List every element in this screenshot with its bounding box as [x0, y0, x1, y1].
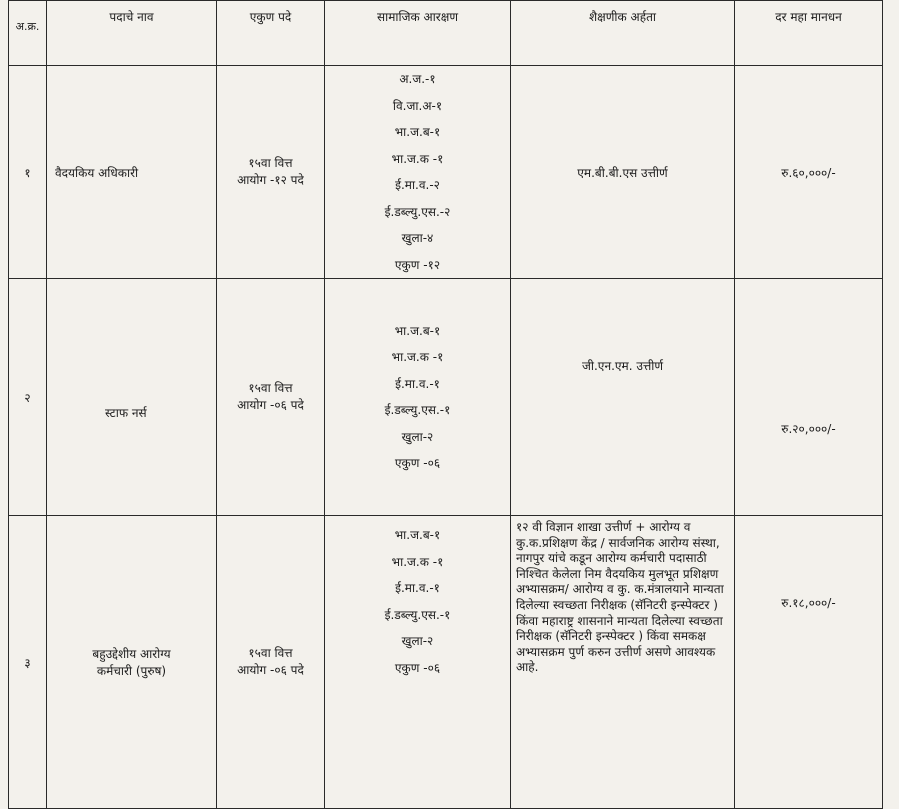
- posts-line: १५वा वित्त: [248, 156, 293, 170]
- posts-line: आयोग -०६ पदे: [237, 398, 304, 412]
- row-serial: २: [9, 279, 47, 516]
- header-qualification: शैक्षणीक अर्हता: [511, 1, 735, 66]
- row-qualification: जी.एन.एम. उत्तीर्ण: [511, 279, 735, 516]
- posts-line: १५वा वित्त: [248, 646, 293, 660]
- table-row: [9, 66, 883, 279]
- row-post-name: स्टाफ नर्स: [47, 279, 217, 516]
- reservation-item: खुला-२: [401, 429, 434, 444]
- reservation-item: भा.ज.क -१: [391, 350, 444, 364]
- reservation-item: ई.डब्ल्यु.एस.-१: [384, 403, 451, 417]
- row-qualification: १२ वी विज्ञान शाखा उत्तीर्ण + आरोग्य व कु.क.प्रशिक्षण केंद्र / सार्वजनिक आरोग्य संस्था, नागपुर यांचे कडून आरोग्य कर्मचारी पदासाठी निश्चित केलेला निम वैदयकिय मुलभूत प्रशिक्षण अभ्यासक्रम/ आरोग्य व कु. क.मंत्रालयाने मान्यता दिलेल्या स्वच्छता निरीक्षक (सॅनिटरी इन्स्पेक्टर ) किंवा महाराष्ट्र शासनाने मान्यता दिलेल्या स्वच्छता निरीक्षक (सॅनिटरी इन्स्पेक्टर ) किंवा समकक्ष अभ्यासक्रम पुर्ण करुन उत्तीर्ण असणे आवश्यक आहे.: [511, 516, 735, 809]
- reservation-item: ई.मा.व.-१: [395, 376, 440, 391]
- reservation-item: खुला-२: [401, 634, 434, 648]
- header-post-name: पदाचे नाव: [47, 1, 217, 66]
- reservation-item: अ.ज.-१: [399, 72, 436, 86]
- posts-line: आयोग -०६ पदे: [237, 663, 304, 677]
- reservation-item: ई.मा.व.-१: [395, 581, 440, 595]
- row-salary: रु.६०,०००/-: [735, 66, 883, 279]
- header-serial: अ.क्र.: [9, 1, 47, 66]
- header-salary: दर महा मानधन: [735, 1, 883, 66]
- post-name-line: कर्मचारी (पुरुष): [96, 664, 167, 678]
- table-row: [9, 279, 883, 516]
- row-qualification: एम.बी.बी.एस उत्तीर्ण: [511, 66, 735, 279]
- reservation-item: भा.ज.ब-१: [394, 323, 441, 338]
- row-total-posts: [217, 516, 325, 809]
- reservation-item: ई.मा.व.-२: [395, 178, 440, 192]
- reservation-item: वि.जा.अ-१: [392, 98, 443, 113]
- reservation-item: भा.ज.ब-१: [394, 528, 441, 542]
- reservation-item: ई.डब्ल्यु.एस.-१: [384, 607, 451, 622]
- reservation-item: एकुण -०६: [394, 660, 441, 675]
- table-header-row: [9, 1, 883, 66]
- row-reservation: [325, 279, 511, 516]
- reservation-item: खुला-४: [401, 231, 434, 245]
- row-total-posts: [217, 279, 325, 516]
- reservation-item: ई.डब्ल्यु.एस.-२: [384, 204, 451, 219]
- posts-line: आयोग -१२ पदे: [237, 173, 304, 187]
- row-post-name: वैदयकिय अधिकारी: [47, 66, 217, 279]
- post-name-line: बहुउद्देशीय आरोग्य: [92, 647, 171, 661]
- row-salary: रु.२०,०००/-: [735, 279, 883, 516]
- row-serial: ३: [9, 516, 47, 809]
- table-row: [9, 516, 883, 809]
- row-serial: १: [9, 66, 47, 279]
- row-reservation: [325, 66, 511, 279]
- reservation-item: भा.ज.क -१: [391, 151, 444, 166]
- posts-table: [8, 0, 883, 809]
- reservation-item: भा.ज.ब-१: [394, 125, 441, 139]
- row-post-name: [47, 516, 217, 809]
- reservation-item: एकुण -०६: [394, 456, 441, 470]
- row-total-posts: [217, 66, 325, 279]
- reservation-item: भा.ज.क -१: [391, 554, 444, 569]
- header-reservation: सामाजिक आरक्षण: [325, 1, 511, 66]
- row-reservation: [325, 516, 511, 809]
- row-salary: रु.१८,०००/-: [735, 516, 883, 809]
- posts-line: १५वा वित्त: [248, 381, 293, 395]
- header-total-posts: एकुण पदे: [217, 1, 325, 66]
- reservation-item: एकुण -१२: [394, 257, 441, 272]
